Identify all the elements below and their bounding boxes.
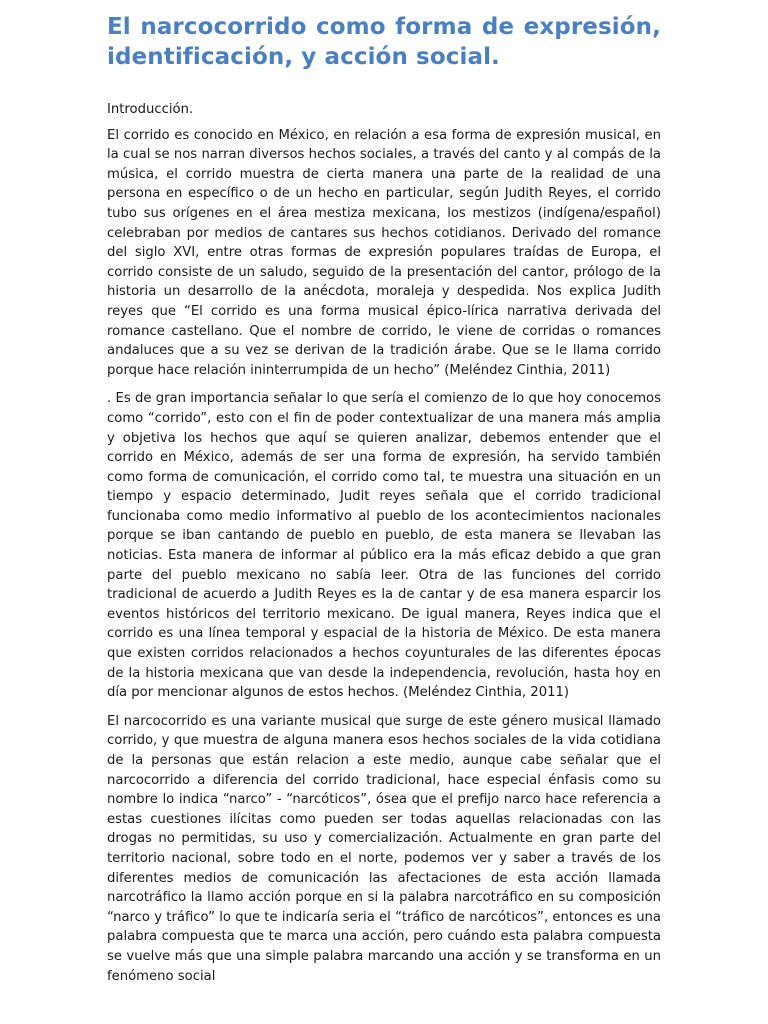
document-title: El narcocorrido como forma de expresión, identificación, y acción social. bbox=[107, 14, 661, 70]
paragraph-2: . Es de gran importancia señalar lo que sería el comienzo de lo que hoy conocemos como “corrido”, esto con el fin de poder contextualizar de una manera más amplia y objetiva los hechos que aquí se quieren analizar, debemos entender que el corrido en México, además de ser una forma de expresión, ha servido también como forma de comunicación, el corrido como tal, te muestra una situación en un tiempo y espacio determinado, Judit reyes señala que el corrido tradicional funcionaba como medio informativo al pueblo de los acontecimientos nacionales porque se iban cantando de pueblo en pueblo, de esta manera se llevaban las noticias. Esta manera de informar al público era la más eficaz debido a que gran parte del pueblo mexicano no sabía leer. Otra de las funciones del corrido tradicional de acuerdo a Judith Reyes es la de cantar y de esa manera esparcir los eventos históricos del territorio mexicano. De igual manera, Reyes indica que el corrido es una línea temporal y espacial de la historia de México. De esta manera que existen corridos relacionados a hechos coyunturales de las diferentes épocas de la historia mexicana que van desde la independencia, revolución, hasta hoy en día por mencionar algunos de estos hechos. (Meléndez Cinthia, 2011) bbox=[107, 391, 661, 701]
intro-heading: Introducción. bbox=[107, 102, 194, 117]
paragraph-1: El corrido es conocido en México, en relación a esa forma de expresión musical, en la cual se nos narran diversos hechos sociales, a través del canto y al compás de la música, el corrido muestra de cierta manera una parte de la realidad de una persona en específico o de un hecho en particular, según Judith Reyes, el corrido tubo sus orígenes en el área mestiza mexicana, los mestizos (indígena/español) celebraban por medios de cantares sus hechos cotidianos. Derivado del romance del siglo XVI, entre otras formas de expresión populares traídas de Europa, el corrido consiste de un saludo, seguido de la presentación del cantor, prólogo de la historia un desarrollo de la anécdota, moraleja y despedida. Nos explica Judith reyes que “El corrido es una forma musical épico-lírica narrativa derivada del romance castellano. Que el nombre de corrido, le viene de corridas o romances andaluces que a su vez se derivan de la tradición árabe. Que se le llama corrido porque hace relación ininterrumpida de un hecho” (Meléndez Cinthia, 2011) bbox=[107, 127, 661, 378]
paragraph-3: El narcocorrido es una variante musical que surge de este género musical llamado corrido, y que muestra de alguna manera esos hechos sociales de la vida cotidiana de la personas que están relacion a este medio, aunque cabe señalar que el narcocorrido a diferencia del corrido tradicional, hace especial énfasis como su nombre lo indica “narco” - “narcóticos”, ósea que el prefijo narco hace referencia a estas cuestiones ilícitas como pueden ser todas aquellas relacionadas con las drogas no permitidas, su uso y comercialización. Actualmente en gran parte del territorio nacional, sobre todo en el norte, podemos ver y saber a través de los diferentes medios de comunicación las afectaciones de esta acción llamada narcotráfico la llamo acción porque en si la palabra narcotráfico en su composición “narco y tráfico” lo que te indicaría seria el “tráfico de narcóticos”, entonces es una palabra compuesta que te marca una acción, pero cuándo esta palabra compuesta se vuelve más que una simple palabra marcando una acción y se transforma en un fenómeno social bbox=[107, 713, 661, 984]
